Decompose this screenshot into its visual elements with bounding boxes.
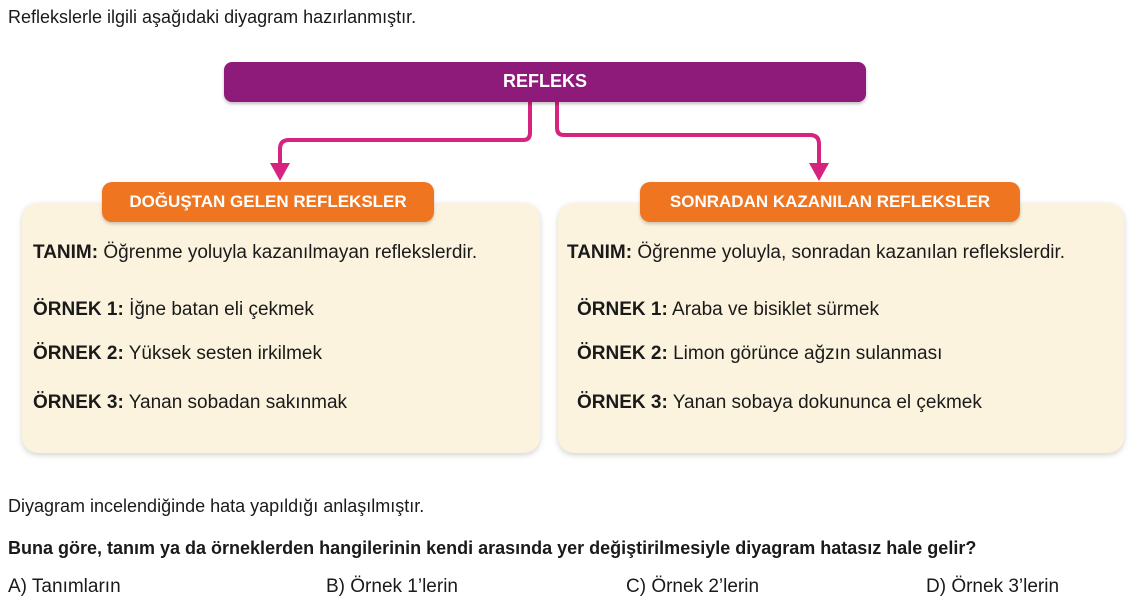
left-tanim xyxy=(33,242,477,264)
left-connector xyxy=(280,102,530,165)
right-ornek1-label: ÖRNEK 1: xyxy=(577,299,668,320)
right-tanim-text: Öğrenme yoluyla, sonradan kazanılan reflekslerdir. xyxy=(637,242,1066,263)
right-ornek2-text: Limon görünce ağzın sulanması xyxy=(673,343,943,364)
left-ornek3-label: ÖRNEK 3: xyxy=(33,392,124,413)
right-title: SONRADAN KAZANILAN REFLEKSLER xyxy=(640,182,1020,222)
right-ornek3-text: Yanan sobaya dokununca el çekmek xyxy=(672,392,982,413)
left-arrowhead xyxy=(270,163,290,181)
right-ornek1 xyxy=(577,299,879,321)
left-tanim-text: Öğrenme yoluyla kazanılmayan reflekslerdir. xyxy=(103,242,478,263)
right-ornek3 xyxy=(577,392,982,414)
option-a[interactable]: A) Tanımların xyxy=(8,576,121,597)
intro-text: Reflekslerle ilgili aşağıdaki diyagram hazırlanmıştır. xyxy=(8,7,417,27)
right-connector xyxy=(557,102,819,165)
left-ornek1 xyxy=(33,299,314,321)
left-panel xyxy=(22,203,540,453)
left-ornek1-text: İğne batan eli çekmek xyxy=(129,299,314,320)
left-ornek2-text: Yüksek sesten irkilmek xyxy=(128,343,322,364)
right-ornek2 xyxy=(577,343,942,365)
right-ornek2-label: ÖRNEK 2: xyxy=(577,343,668,364)
option-b[interactable]: B) Örnek 1’lerin xyxy=(326,576,458,597)
right-arrowhead xyxy=(809,163,829,181)
left-title: DOĞUŞTAN GELEN REFLEKSLER xyxy=(102,182,434,222)
left-ornek1-label: ÖRNEK 1: xyxy=(33,299,124,320)
right-ornek3-label: ÖRNEK 3: xyxy=(577,392,668,413)
left-tanim-label: TANIM: xyxy=(33,242,99,263)
root-box: REFLEKS xyxy=(224,62,866,102)
question-text: Buna göre, tanım ya da örneklerden hangilerinin kendi arasında yer değiştirilmesiyle diyagram hatasız hale gelir? xyxy=(8,538,977,558)
right-panel xyxy=(558,203,1124,453)
left-ornek2 xyxy=(33,343,322,365)
left-ornek3-text: Yanan sobadan sakınmak xyxy=(128,392,348,413)
question-intro: Diyagram incelendiğinde hata yapıldığı anlaşılmıştır. xyxy=(8,496,425,516)
right-tanim-label: TANIM: xyxy=(567,242,633,263)
right-ornek1-text: Araba ve bisiklet sürmek xyxy=(672,299,879,320)
left-ornek2-label: ÖRNEK 2: xyxy=(33,343,124,364)
option-d[interactable]: D) Örnek 3’lerin xyxy=(926,576,1060,597)
option-c[interactable]: C) Örnek 2’lerin xyxy=(626,576,760,597)
right-tanim xyxy=(567,242,1065,264)
left-ornek3 xyxy=(33,392,347,414)
